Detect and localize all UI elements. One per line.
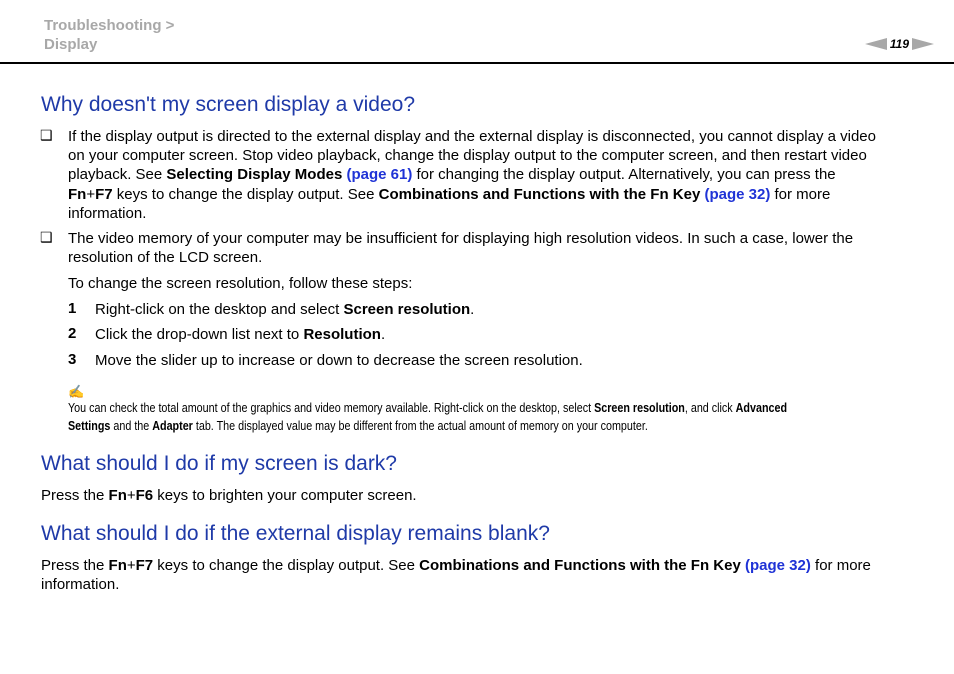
section-title-external-display: What should I do if the external display remains blank? [41,522,550,545]
step-number: 1 [68,300,77,317]
external-display-paragraph: Press the Fn+F7 keys to change the display output. See Combinations and Functions with the Fn Key (page 32) for more information. [41,557,871,594]
steps-intro: To change the screen resolution, follow these steps: [68,275,413,292]
dark-screen-paragraph: Press the Fn+F6 keys to brighten your computer screen. [41,487,417,504]
step-number: 3 [68,351,77,368]
page-32-link[interactable]: (page 32) [704,185,771,203]
page-61-link[interactable]: (page 61) [346,166,413,184]
step-2: Click the drop-down list next to Resolution. [95,326,386,343]
step-3: Move the slider up to increase or down to decrease the screen resolution. [95,352,583,369]
bullet-paragraph-1: If the display output is directed to the external display and the external display is disconnected, you cannot display a video on your computer screen. Stop video playback, change the display output to the computer screen, and then restart video playback. See Selecting Display Modes (page 61) for changing the display output. Alternatively, you can press the Fn+F7 keys to change the display output. See Combinations and Functions with the Fn Key (page 32) for more information. [68,128,876,222]
step-number: 2 [68,325,77,342]
section-title-dark-screen: What should I do if my screen is dark? [41,452,397,475]
section-title-video: Why doesn't my screen display a video? [41,93,416,116]
checkbox-bullet-icon: ❑ [40,127,53,143]
note-pencil-icon: ✍ [68,384,85,399]
header-divider [0,62,954,64]
breadcrumb-page[interactable]: Display [44,36,98,53]
next-page-arrow-icon[interactable] [912,38,934,50]
bullet-paragraph-2: The video memory of your computer may be insufficient for displaying high resolution videos. In such a case, lower the resolution of the LCD screen. [68,230,854,267]
page-navigation [865,37,934,51]
note-text: You can check the total amount of the graphics and video memory available. Right-click on the desktop, select Screen resolution, and click Advanced Settings and the Adapter tab. The displayed value may be different from the actual amount of memory on your computer. [68,401,788,433]
page-number: 119 [889,37,909,51]
step-1: Right-click on the desktop and select Screen resolution. [95,301,475,318]
previous-page-arrow-icon[interactable] [865,38,887,50]
breadcrumb [44,16,174,54]
breadcrumb-section[interactable]: Troubleshooting > [44,17,175,34]
checkbox-bullet-icon: ❑ [40,229,53,245]
page-32-link[interactable]: (page 32) [745,557,811,574]
